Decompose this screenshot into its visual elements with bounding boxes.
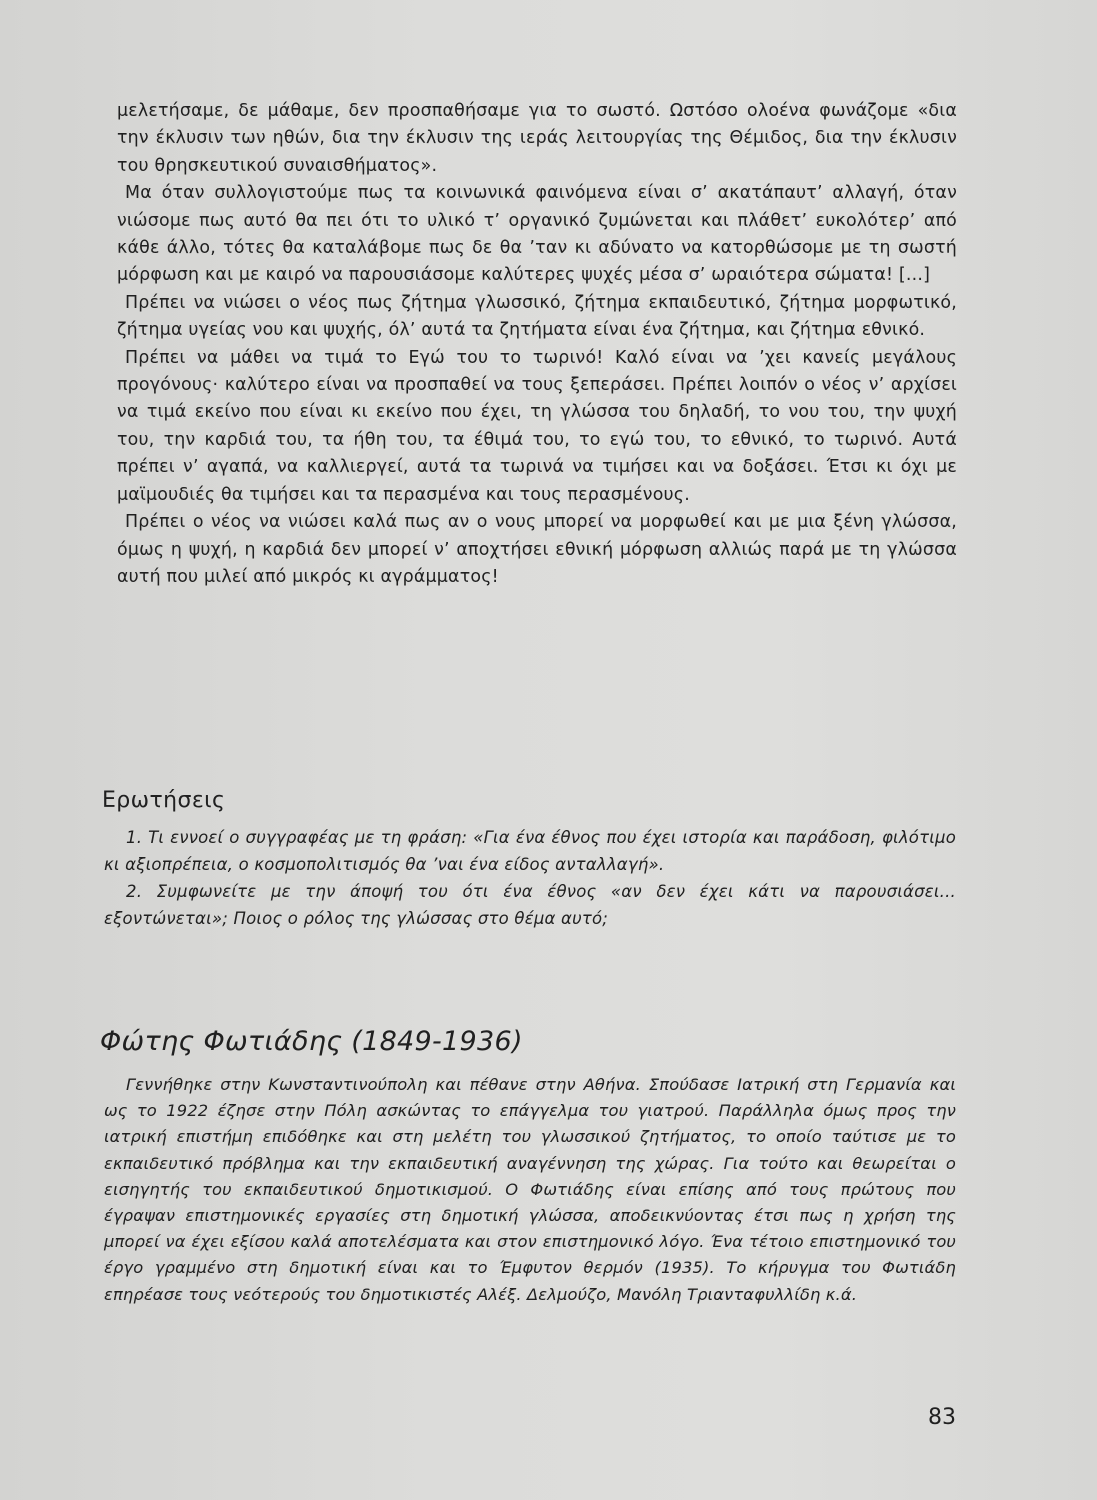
paragraph-5: Πρέπει ο νέος να νιώσει καλά πως αν ο νους μπορεί να μορφωθεί και με μια ξένη γλώσσα, όμως η ψυχή, η καρδιά δεν μπορεί ν’ αποχτήσει εθνική μόρφωση αλλιώς παρά με τη γλώσσα αυτή που μιλεί από μικρός κι αγράμματος! xyxy=(117,512,957,587)
paragraph-4: Πρέπει να μάθει να τιμά το Εγώ του το τωρινό! Καλό είναι να ’χει κανείς μεγάλους προγόνους· καλύτερο είναι να προσπαθεί να τους ξεπεράσει. Πρέπει λοιπόν ο νέος ν’ αρχίσει να τιμά εκείνο που είναι κι εκείνο που έχει, τη γλώσσα του δηλαδή, το νου του, την ψυχή του, την καρδιά του, τα ήθη του, τα έθιμά του, το εγώ του, το εθνικό, το τωρινό. Αυτά πρέπει ν’ αγαπά, να καλλιεργεί, αυτά τα τωρινά να τιμήσει και να δοξάσει. Έτσι κι όχι με μαϊμουδιές θα τιμήσει και τα περασμένα και τους περασμένους. xyxy=(117,347,957,505)
paragraph-2: Μα όταν συλλογιστούμε πως τα κοινωνικά φαινόμενα είναι σ’ ακατάπαυτ’ αλλαγή, όταν νιώσομε πως αυτό θα πει ότι το υλικό τ’ οργανικό ζυμώνεται και πλάθετ’ ευκολότερ’ από κάθε άλλο, τότες θα καταλάβομε πως δε θα ’ταν κι αδύνατο να κατορθώσομε με τη σωστή μόρφωση και με καιρό να παρουσιάσομε καλύτερες ψυχές μέσα σ’ ωραιότερα σώματα! [...] xyxy=(117,183,957,286)
page-number: 83 xyxy=(928,1405,956,1430)
main-text xyxy=(117,98,957,591)
paragraph-1: μελετήσαμε, δε μάθαμε, δεν προσπαθήσαμε για το σωστό. Ωστόσο ολοένα φωνάζομε «δια την έκλυσιν των ηθών, δια την έκλυσιν της ιεράς λειτουργίας της Θέμιδος, δια την έκλυσιν του θρησκευτικού συναισθήματος». xyxy=(117,101,957,176)
author-biography: Γεννήθηκε στην Κωνσταντινούπολη και πέθανε στην Αθήνα. Σπούδασε Ιατρική στη Γερμανία και ως το 1922 έζησε στην Πόλη ασκώντας το επάγγελμα του γιατρού. Παράλληλα όμως προς την ιατρική επιστήμη επιδόθηκε και στη μελέτη του γλωσσικού ζητήματος, το οποίο ταύτισε με το εκπαιδευτικό πρόβλημα και την εκπαιδευτική αναγέννηση της χώρας. Για τούτο και θεωρείται ο εισηγητής του εκπαιδευτικού δημοτικισμού. Ο Φωτιάδης είναι επίσης από τους πρώτους που έγραψαν επιστημονικές εργασίες στη δημοτική γλώσσα, αποδεικνύοντας έτσι πως η χρήση της μπορεί να έχει εξίσου καλά αποτελέσματα και στον επιστημονικό λόγο. Ένα τέτοιο επιστημονικό του έργο γραμμένο στη δημοτική είναι και το Έμφυτον θερμόν (1935). Το κήρυγμα του Φωτιάδη επηρέασε τους νεότερούς του δημοτικιστές Αλέξ. Δελμούζο, Μανόλη Τριανταφυλλίδη κ.ά. xyxy=(104,1075,956,1304)
paragraph-3: Πρέπει να νιώσει ο νέος πως ζήτημα γλωσσικό, ζήτημα εκπαιδευτικό, ζήτημα μορφωτικό, ζήτημα υγείας νου και ψυχής, όλ’ αυτά τα ζητήματα είναι ένα ζήτημα, και ζήτημα εθνικό. xyxy=(117,292,957,341)
question-2: 2. Συμφωνείτε με την άποψή του ότι ένα έθνος «αν δεν έχει κάτι να παρουσιάσει... εξοντώνεται»; Ποιος ο ρόλος της γλώσσας στο θέμα αυτό; xyxy=(104,882,956,928)
question-1: 1. Τι εννοεί ο συγγραφέας με τη φράση: «Για ένα έθνος που έχει ιστορία και παράδοση, φιλότιμο κι αξιοπρέπεια, ο κοσμοπολιτισμός θα ’ναι ένα είδος ανταλλαγή». xyxy=(104,828,956,874)
author-heading: Φώτης Φωτιάδης (1849-1936) xyxy=(100,1026,523,1057)
questions-heading: Ερωτήσεις xyxy=(102,788,226,813)
questions-list xyxy=(104,824,956,932)
